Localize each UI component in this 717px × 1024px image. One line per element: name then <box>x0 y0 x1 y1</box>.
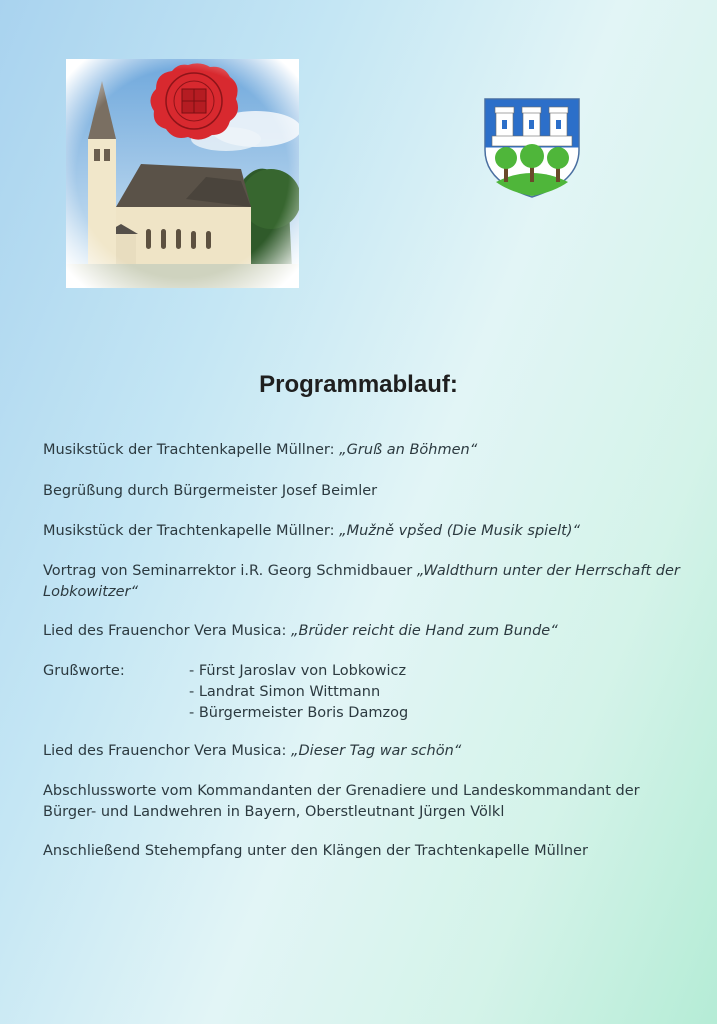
item-text: Lied des Frauenchor Vera Musica: <box>43 743 291 759</box>
greetings-label: Grußworte: <box>43 663 125 679</box>
program-item-choir-2 <box>43 741 683 762</box>
program-item-lecture <box>43 561 683 603</box>
item-quote: „Mužně vpšed (Die Musik spielt)“ <box>339 523 581 539</box>
item-quote: „Gruß an Böhmen“ <box>339 442 478 458</box>
item-quote: „Waldthurn unter der Herrschaft der Lobkowitzer“ <box>43 563 680 600</box>
item-text: Lied des Frauenchor Vera Musica: <box>43 623 291 639</box>
program-item-reception <box>43 841 683 862</box>
program-item-music-2 <box>43 521 683 542</box>
item-text: Musikstück der Trachtenkapelle Müllner: <box>43 442 340 458</box>
item-text: Begrüßung durch Bürgermeister Josef Beimler <box>43 483 378 499</box>
church-photo <box>66 59 299 288</box>
program-item-closing <box>43 781 661 823</box>
church-with-seal-photo <box>66 59 299 288</box>
item-text: Vortrag von Seminarrektor i.R. Georg Schmidbauer <box>43 563 417 579</box>
greeting-item: - Landrat Simon Wittmann <box>189 684 381 700</box>
program-item-choir-1 <box>43 621 683 642</box>
waldthurn-coat-of-arms-icon <box>484 98 580 198</box>
item-quote: „Dieser Tag war schön“ <box>290 743 462 759</box>
program-item-music-1 <box>43 440 683 461</box>
program-item-welcome <box>43 481 683 502</box>
greetings-list <box>189 661 408 724</box>
item-text: Anschließend Stehempfang unter den Klängen der Trachtenkapelle Müllner <box>43 843 588 859</box>
item-text: Abschlussworte vom Kommandanten der Grenadiere und Landeskommandant der Bürger- und Landwehren in Bayern, Oberstleutnant Jürgen Völkl <box>43 783 640 820</box>
item-text: Musikstück der Trachtenkapelle Müllner: <box>43 523 340 539</box>
greeting-item: - Bürgermeister Boris Damzog <box>189 705 409 721</box>
greeting-item: - Fürst Jaroslav von Lobkowicz <box>189 663 407 679</box>
page-title: Programmablauf: <box>259 371 458 398</box>
item-quote: „Brüder reicht die Hand zum Bunde“ <box>290 623 558 639</box>
